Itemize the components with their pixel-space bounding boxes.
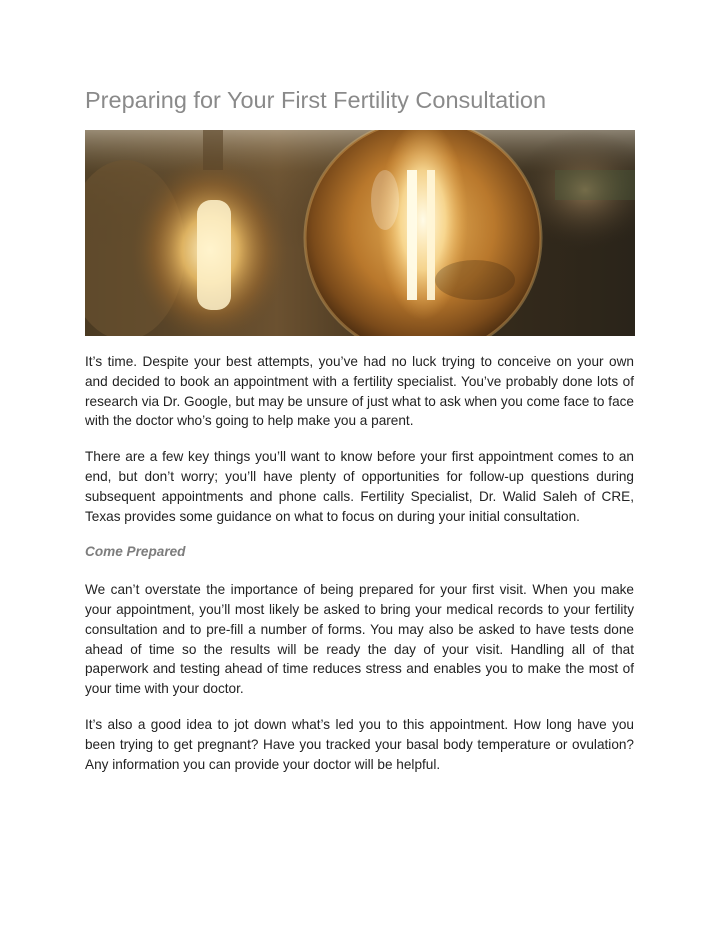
paragraph-intro: It’s time. Despite your best attempts, you’ve had no luck trying to conceive on your own and decided to book an appointment with a fertility specialist. You’ve probably done lots of research via Dr. Google, but may be unsure of just what to ask when you come face to face with the doctor who’s going to help make you a parent. [85, 354, 634, 429]
hero-image-light-bulbs [85, 130, 635, 336]
page-title: Preparing for Your First Fertility Consultation [85, 87, 547, 113]
paragraph-prepared: We can’t overstate the importance of being prepared for your first visit. When you make your appointment, you’ll most likely be asked to bring your medical records to your fertility consultation and to pre-fill a number of forms. You may also be asked to have tests done ahead of time so the results will be ready the day of your visit. Handling all of that paperwork and testing ahead of time reduces stress and enables you to make the most of your time with your doctor. [85, 582, 634, 697]
paragraph-key-things: There are a few key things you’ll want to know before your first appointment comes to an end, but don’t worry; you’ll have plenty of opportunities for follow-up questions during subsequent appointments and phone calls. Fertility Specialist, Dr. Walid Saleh of CRE, Texas provides some guidance on what to focus on during your initial consultation. [85, 449, 634, 524]
article-body [85, 352, 634, 790]
paragraph-jot-down: It’s also a good idea to jot down what’s led you to this appointment. How long have you been trying to get pregnant? Have you tracked your basal body temperature or ovulation? Any information you can provide your doctor will be helpful. [85, 716, 634, 772]
section-heading: Come Prepared [85, 544, 186, 560]
